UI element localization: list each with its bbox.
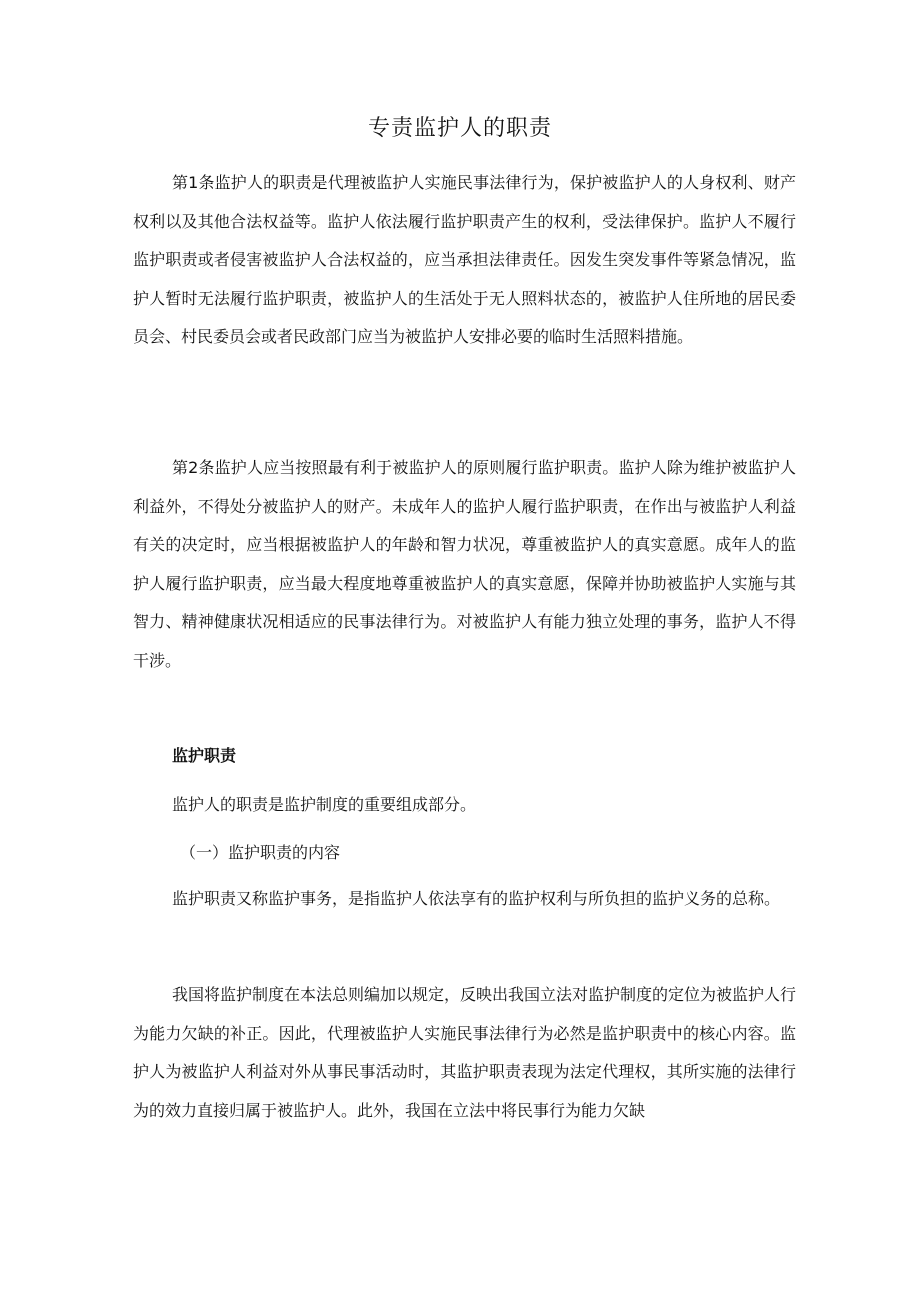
article-2-paragraph: 第2条监护人应当按照最有利于被监护人的原则履行监护职责。监护人除为维护被监护人利益外，不得处分被监护人的财产。未成年人的监护人履行监护职责，在作出与被监护人利益有关的决定时，应当根据被监护人的年龄和智力状况，尊重被监护人的真实意愿。成年人的监护人履行监护职责，应当最大程度地尊重被监护人的真实意愿，保障并协助被监护人实施与其智力、精神健康状况相适应的民事法律行为。对被监护人有能力独立处理的事务，监护人不得干涉。 (133, 458, 796, 670)
article-1-paragraph: 第1条监护人的职责是代理被监护人实施民事法律行为，保护被监护人的人身权利、财产权利以及其他合法权益等。监护人依法履行监护职责产生的权利，受法律保护。监护人不履行监护职责或者侵害被监护人合法权益的，应当承担法律责任。因发生突发事件等紧急情况，监护人暂时无法履行监护职责，被监护人的生活处于无人照料状态的，被监护人住所地的居民委员会、村民委员会或者民政部门应当为被监护人安排必要的临时生活照料措施。 (133, 173, 796, 346)
intro-paragraph: 监护人的职责是监护制度的重要组成部分。 (172, 795, 477, 814)
document-title: 专责监护人的职责 (367, 116, 552, 141)
body-paragraph: 我国将监护制度在本法总则编加以规定，反映出我国立法对监护制度的定位为被监护人行为能力欠缺的补正。因此，代理被监护人实施民事法律行为必然是监护职责中的核心内容。监护人为被监护人利益对外从事民事活动时，其监护职责表现为法定代理权，其所实施的法律行为的效力直接归属于被监护人。此外，我国在立法中将民事行为能力欠缺 (133, 985, 797, 1120)
subsection-heading: （一）监护职责的内容 (180, 843, 341, 862)
definition-paragraph: 监护职责又称监护事务，是指监护人依法享有的监护权利与所负担的监护义务的总称。 (172, 889, 781, 908)
section-heading: 监护职责 (172, 746, 237, 765)
